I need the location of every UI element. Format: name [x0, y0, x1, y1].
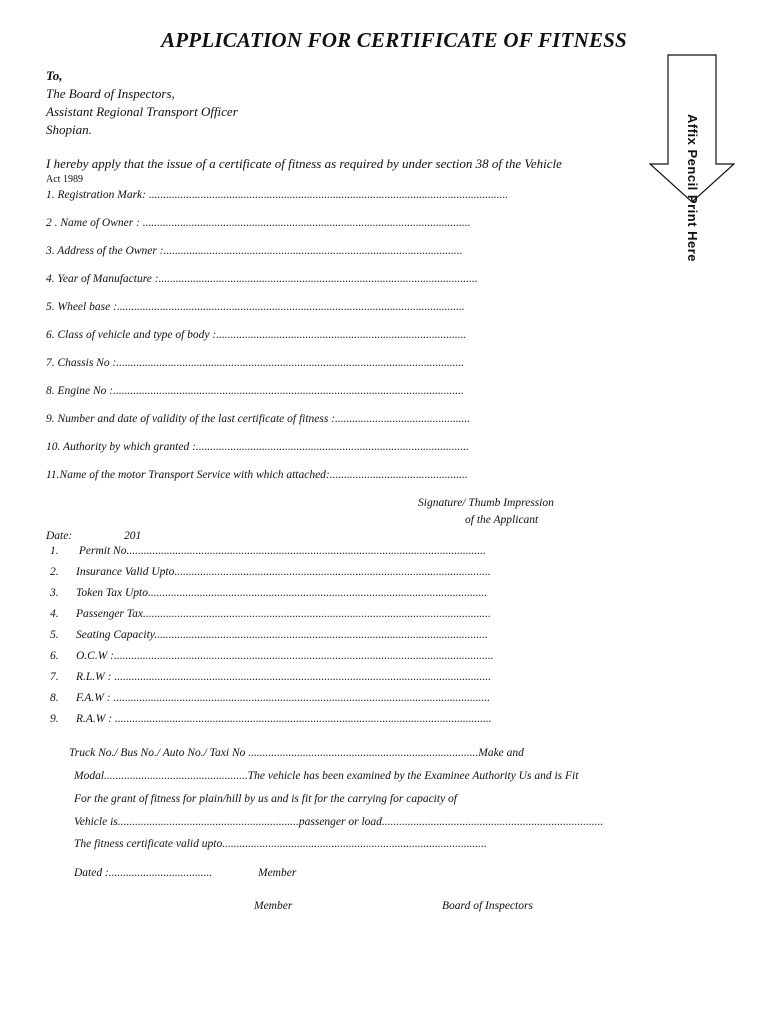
official-item: [50, 566, 491, 578]
official-num: 8.: [50, 692, 59, 704]
official-item: [50, 608, 491, 620]
exam-line-1: Truck No./ Bus No./ Auto No./ Taxi No ................................................................................Make and: [69, 747, 524, 759]
official-num: 9.: [50, 713, 59, 725]
official-num: 3.: [50, 587, 59, 599]
official-num: 5.: [50, 629, 59, 641]
official-item: [50, 713, 492, 725]
field-name-of-owner: 2 . Name of Owner : ..................................................................................................................: [46, 217, 471, 229]
exam-line-4: Vehicle is...............................................................passenger or load.............................................................................: [74, 816, 604, 828]
official-text: O.C.W :....................................................................................................................................: [76, 650, 494, 662]
dated-field: Dated :....................................: [74, 867, 213, 879]
field-year-of-manufacture: 4. Year of Manufacture :...............................................................................................................: [46, 273, 478, 285]
official-item: [50, 692, 490, 704]
official-text: R.A.W : ...................................................................................................................................: [76, 713, 492, 725]
official-item: [50, 629, 488, 641]
official-text: Passenger Tax.........................................................................................................................: [76, 608, 491, 620]
member-label-2: Member: [254, 900, 293, 912]
field-class-of-vehicle: 6. Class of vehicle and type of body :.......................................................................................: [46, 329, 467, 341]
member-label-1: Member: [258, 867, 297, 879]
official-text: R.L.W : ...................................................................................................................................: [76, 671, 491, 683]
date-label: Date:: [46, 530, 73, 542]
official-num: 2.: [50, 566, 59, 578]
field-address-of-owner: 3. Address of the Owner :........................................................................................................: [46, 245, 463, 257]
official-text: Seating Capacity....................................................................................................................: [76, 629, 488, 641]
act-label: Act 1989: [46, 174, 83, 185]
address-line-1: The Board of Inspectors,: [46, 86, 175, 101]
page-title: APPLICATION FOR CERTIFICATE OF FITNESS: [161, 28, 627, 52]
official-num: 4.: [50, 608, 59, 620]
field-chassis-no: 7. Chassis No :.........................................................................................................................: [46, 357, 465, 369]
field-wheel-base: 5. Wheel base :.........................................................................................................................: [46, 301, 465, 313]
field-authority: 10. Authority by which granted :...............................................................................................: [46, 441, 470, 453]
official-num: 6.: [50, 650, 59, 662]
board-label: Board of Inspectors: [442, 900, 533, 912]
exam-line-2: Modal..................................................The vehicle has been examined by the Examinee Authority Us and is Fit: [74, 770, 579, 782]
address-block: [46, 67, 238, 139]
field-transport-service: 11.Name of the motor Transport Service with which attached:................................................: [46, 469, 468, 481]
official-text: Permit No.............................................................................................................................: [76, 545, 486, 557]
official-text: Insurance Valid Upto..............................................................................................................: [76, 566, 491, 578]
field-engine-no: 8. Engine No :..........................................................................................................................: [46, 385, 464, 397]
date-year: 201: [124, 530, 142, 542]
official-num: 7.: [50, 671, 59, 683]
photo-affix-arrow: [648, 54, 736, 263]
official-item: [50, 671, 491, 683]
exam-line-3: For the grant of fitness for plain/hill by us and is fit for the carrying for capacity of: [74, 793, 457, 805]
address-to: To,: [46, 68, 63, 83]
official-item: [50, 545, 486, 557]
address-line-3: Shopian.: [46, 122, 92, 137]
official-item: [50, 587, 487, 599]
official-item: [50, 650, 494, 662]
field-last-certificate: 9. Number and date of validity of the last certificate of fitness :...............................................: [46, 413, 471, 425]
signature-label: Signature/ Thumb Impression: [418, 497, 554, 509]
affix-label: Affix Pencil Print Here: [685, 114, 700, 263]
request-text: I hereby apply that the issue of a certificate of fitness as required by under section 38 of the Vehicle: [46, 156, 562, 171]
field-registration-mark: 1. Registration Mark: .............................................................................................................................: [46, 189, 509, 201]
official-text: Token Tax Upto......................................................................................................................: [76, 587, 488, 599]
official-num: 1.: [50, 545, 59, 557]
official-text: F.A.W : ...................................................................................................................................: [76, 692, 491, 704]
exam-line-5: The fitness certificate valid upto............................................................................................: [74, 838, 487, 850]
address-line-2: Assistant Regional Transport Officer: [46, 104, 238, 119]
signature-label-2: of the Applicant: [465, 514, 539, 526]
